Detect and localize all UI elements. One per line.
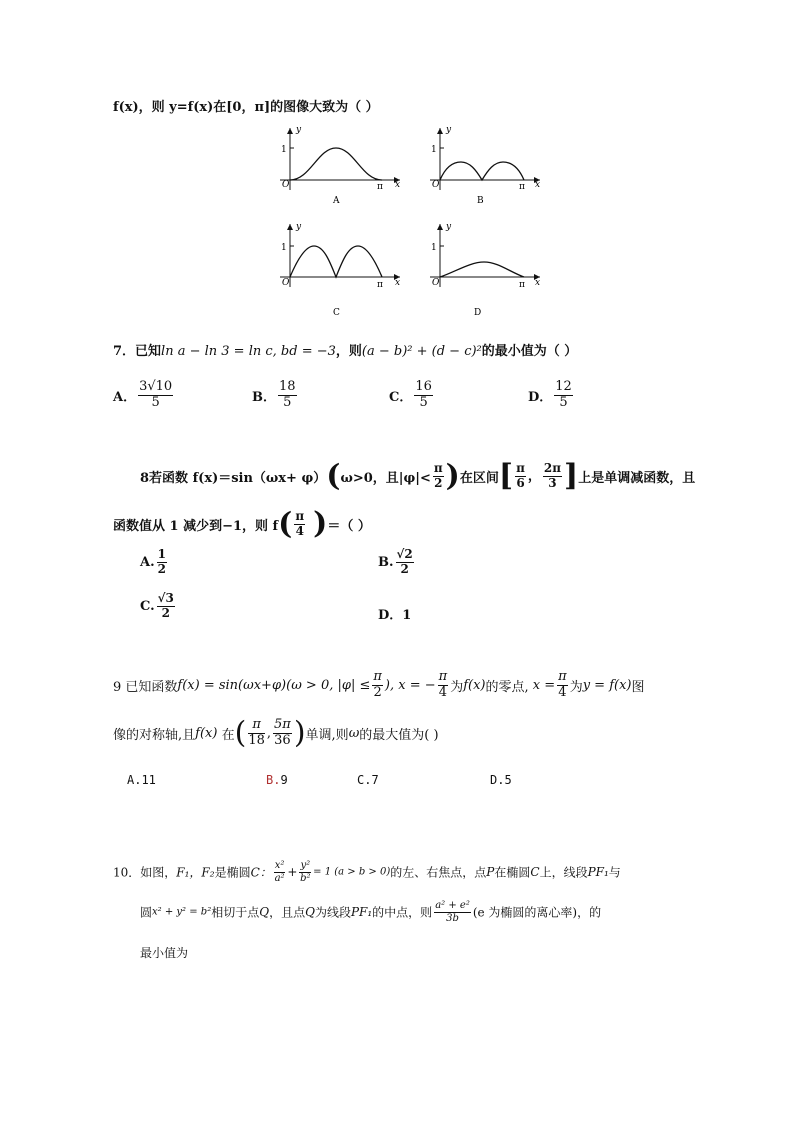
graph-b-x: x: [535, 180, 541, 190]
graph-c-label: C: [333, 308, 340, 318]
q7-expr: (a − b)² + (d − c)²: [361, 344, 482, 359]
graph-d-x: x: [535, 278, 541, 288]
graph-c-origin: O: [282, 278, 290, 288]
graph-a-y: y: [296, 125, 302, 135]
q7-option-c: C． $\frac{16}{5}$: [389, 379, 432, 410]
q7-option-d: D． $\frac{12}{5}$: [528, 379, 572, 410]
q8-option-b: B. $\frac{√2}{2}$: [378, 547, 413, 576]
graph-c: [280, 222, 400, 318]
graph-b-label: B: [477, 196, 484, 206]
q8-option-c: C. $\frac{√3}{2}$: [140, 591, 174, 620]
graph-d-pi: π: [519, 280, 525, 290]
graph-a: [280, 125, 400, 206]
graph-d-curve: [440, 262, 524, 277]
q9-option-b: B.9: [266, 773, 288, 787]
q7-option-b: B． $\frac{18}{5}$: [252, 379, 296, 410]
graph-a-label: A: [333, 196, 340, 206]
q9-option-d: D.5: [490, 773, 512, 787]
graph-b-tick: 1: [431, 145, 437, 155]
graph-d-label: D: [474, 308, 482, 318]
q8-line2: 函数值从 1 减少到−1，则 f( $\frac{\pi}{4}$ )＝（ ）: [113, 506, 371, 542]
q9-line2: 像的对称轴,且f(x) 在( $\frac{\pi}{18}$ , $\frac{5\pi}{36}$ )单调,则ω的最大值为( ): [113, 715, 439, 751]
graph-d-origin: O: [432, 278, 440, 288]
graph-a-origin: O: [282, 180, 290, 190]
q8-line1: 8若函数 f(x)＝sin（ωx+ φ）(ω>0，且|φ|< $\frac{\pi}{2}$ )在区间[ $\frac{\pi}{6}$ ， $\frac{2\pi}{3}$ ]上是单调减函数，且: [140, 458, 696, 494]
graph-a-curve: [290, 148, 382, 180]
graph-c-tick: 1: [281, 243, 287, 253]
q8-option-d: D．1: [378, 608, 412, 623]
graph-d-tick: 1: [431, 243, 437, 253]
q6-text: f(x)，则 y=f(x)在[0，π]的图像大致为（ ）: [113, 100, 379, 115]
graph-d: [430, 222, 540, 318]
q10-line2: 圆x² + y² = b²相切于点Q，且点Q为线段PF₁的中点，则 $\frac{\text{a² + e²}}{3b}$ (e 为椭圆的离心率)，的: [140, 900, 602, 924]
q7-stem: 7．已知ln a − ln 3 = ln c, bd = −3，则(a − b)² + (d − c)²的最小值为（ ）: [113, 344, 578, 359]
graph-b-pi: π: [519, 182, 525, 192]
q10-line1: 10．如图，F₁，F₂是椭圆C： $\frac{\text{x²}}{\text{a²}}$ + $\frac{\text{y²}}{\text{b²}}$ = 1 (a > b > 0)的左、右焦点，点P在椭圆C上，线段PF₁与: [113, 860, 621, 884]
graph-a-tick: 1: [281, 145, 287, 155]
graph-c-x: x: [395, 278, 401, 288]
graph-a-pi: π: [377, 182, 383, 192]
q8-option-a: A. $\frac{1}{2}$: [140, 547, 166, 576]
graph-b-origin: O: [432, 180, 440, 190]
graph-c-y: y: [296, 222, 302, 232]
graph-b: [430, 125, 540, 206]
q10-line3: 最小值为: [140, 946, 189, 960]
graph-c-curve: [290, 246, 382, 277]
q9-option-c: C.7: [357, 773, 379, 787]
graph-b-y: y: [446, 125, 452, 135]
q9-line1: 9 已知函数f(x) = sin(ωx+φ)(ω > 0, |φ| ≤ $\frac{\pi}{2}$ ), x = − $\frac{\pi}{4}$ 为f(x)的零点, x = $\frac{\pi}{4}$ 为y = f(x)图: [113, 669, 645, 700]
graph-c-pi: π: [377, 280, 383, 290]
q9-option-a: A.11: [127, 773, 156, 787]
q6-graphs: [0, 0, 794, 330]
graph-a-x: x: [395, 180, 401, 190]
q7-condition: ln a − ln 3 = ln c, bd = −3: [161, 344, 336, 359]
q7-option-a: A． $\frac{3√10}{5}$: [113, 379, 173, 410]
graph-d-y: y: [446, 222, 452, 232]
graph-b-curve: [440, 162, 524, 180]
